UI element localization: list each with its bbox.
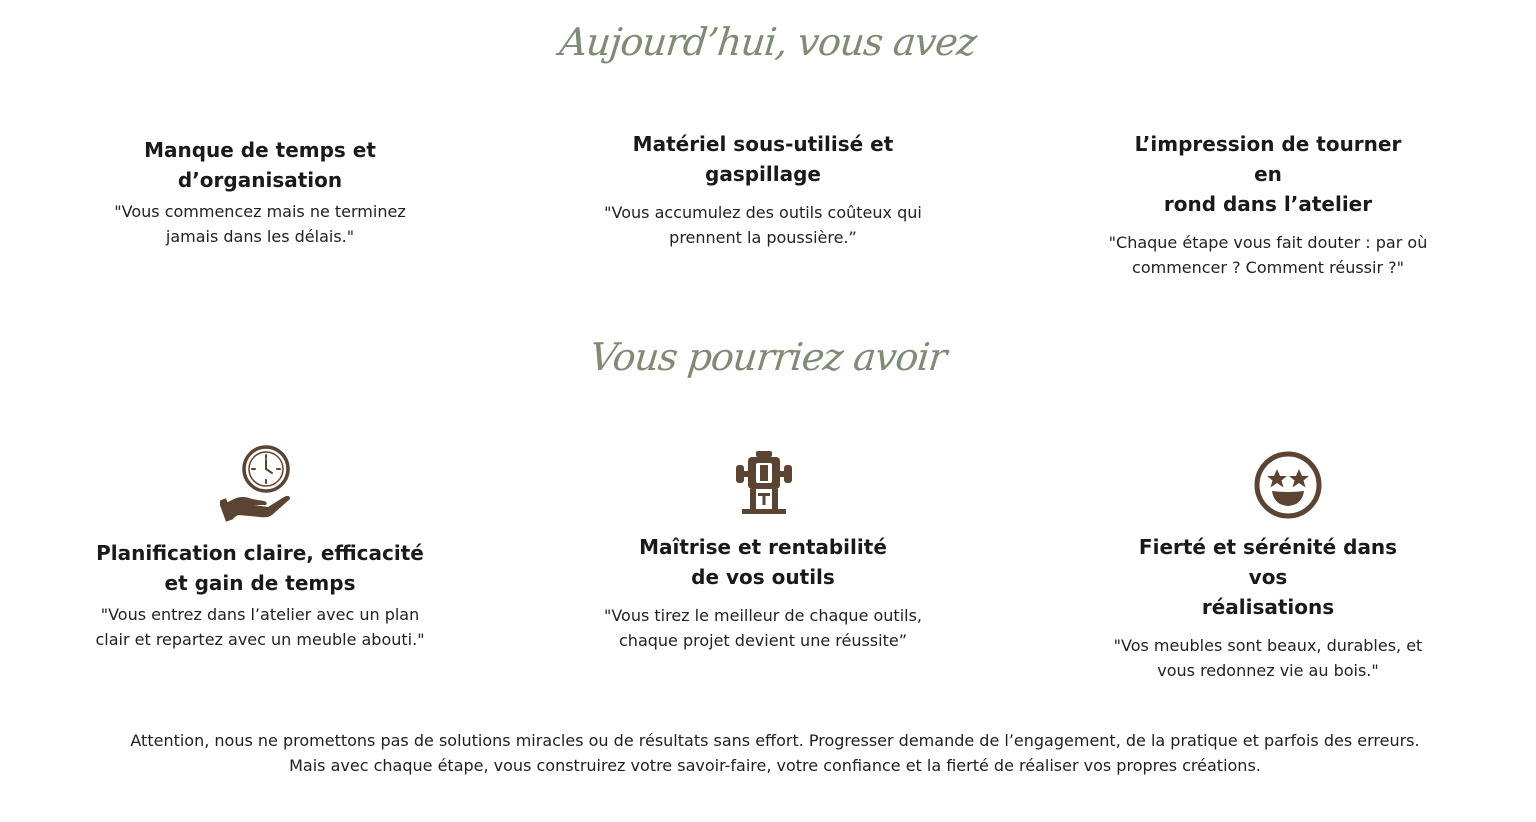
benefit-card-planning: [50, 538, 470, 652]
card-quote: "Vous accumulez des outils coûteux qui prennent la poussière.”: [604, 203, 922, 247]
card-title: [633, 532, 893, 592]
card-title: [1118, 532, 1418, 622]
card-quote: "Vous entrez dans l’atelier avec un plan clair et repartez avec un meuble abouti.": [95, 605, 425, 649]
card-title-line: Planification claire, efficacité: [96, 541, 424, 565]
card-quote: "Vos meubles sont beaux, durables, et vous redonnez vie au bois.": [1113, 636, 1423, 680]
section-title-could: Vous pourriez avoir: [587, 335, 949, 379]
card-title-line: Manque de temps et: [144, 138, 376, 162]
problem-card-time: [50, 135, 470, 249]
card-title-line: L’impression de tourner en: [1134, 132, 1402, 186]
card-title-line: rond dans l’atelier: [1163, 192, 1373, 216]
section-title-today: Aujourd’hui, vous avez: [557, 20, 979, 64]
card-title-line: Maîtrise et rentabilité: [639, 535, 887, 559]
card-title: [130, 135, 390, 195]
card-title-line: d’organisation: [177, 168, 343, 192]
card-title-line: Fierté et sérénité dans vos: [1138, 535, 1398, 589]
card-quote: "Vous tirez le meilleur de chaque outils, chaque projet devient une réussite”: [603, 606, 923, 650]
card-title-line: Matériel sous-utilisé et: [632, 132, 894, 156]
card-quote: "Chaque étape vous fait douter : par où commencer ? Comment réussir ?": [1108, 233, 1428, 277]
card-title-line: de vos outils: [691, 565, 835, 589]
clock-in-hand-icon: [220, 443, 300, 523]
card-title: [628, 129, 898, 189]
problem-card-circles: [1058, 129, 1478, 280]
card-title: [1118, 129, 1418, 219]
card-quote: "Vous commencez mais ne terminez jamais dans les délais.": [114, 202, 406, 246]
router-tool-icon: [726, 447, 806, 527]
problem-card-material: [553, 129, 973, 250]
card-title: [95, 538, 425, 598]
card-title-line: et gain de temps: [164, 571, 356, 595]
benefit-card-pride: [1058, 532, 1478, 683]
star-eyes-smile-icon: [1250, 449, 1330, 529]
card-title-line: gaspillage: [705, 162, 821, 186]
card-title-line: réalisations: [1201, 595, 1335, 619]
disclaimer-text: Attention, nous ne promettons pas de solutions miracles ou de résultats sans effort. Progresser demande de l’engagement, de la pratique et parfois des erreurs. Mais avec chaque étape, vous construirez votre savoir-faire, votre confiance et la fierté de réaliser vos propres créations.: [130, 731, 1420, 775]
benefit-card-mastery: [553, 532, 973, 653]
